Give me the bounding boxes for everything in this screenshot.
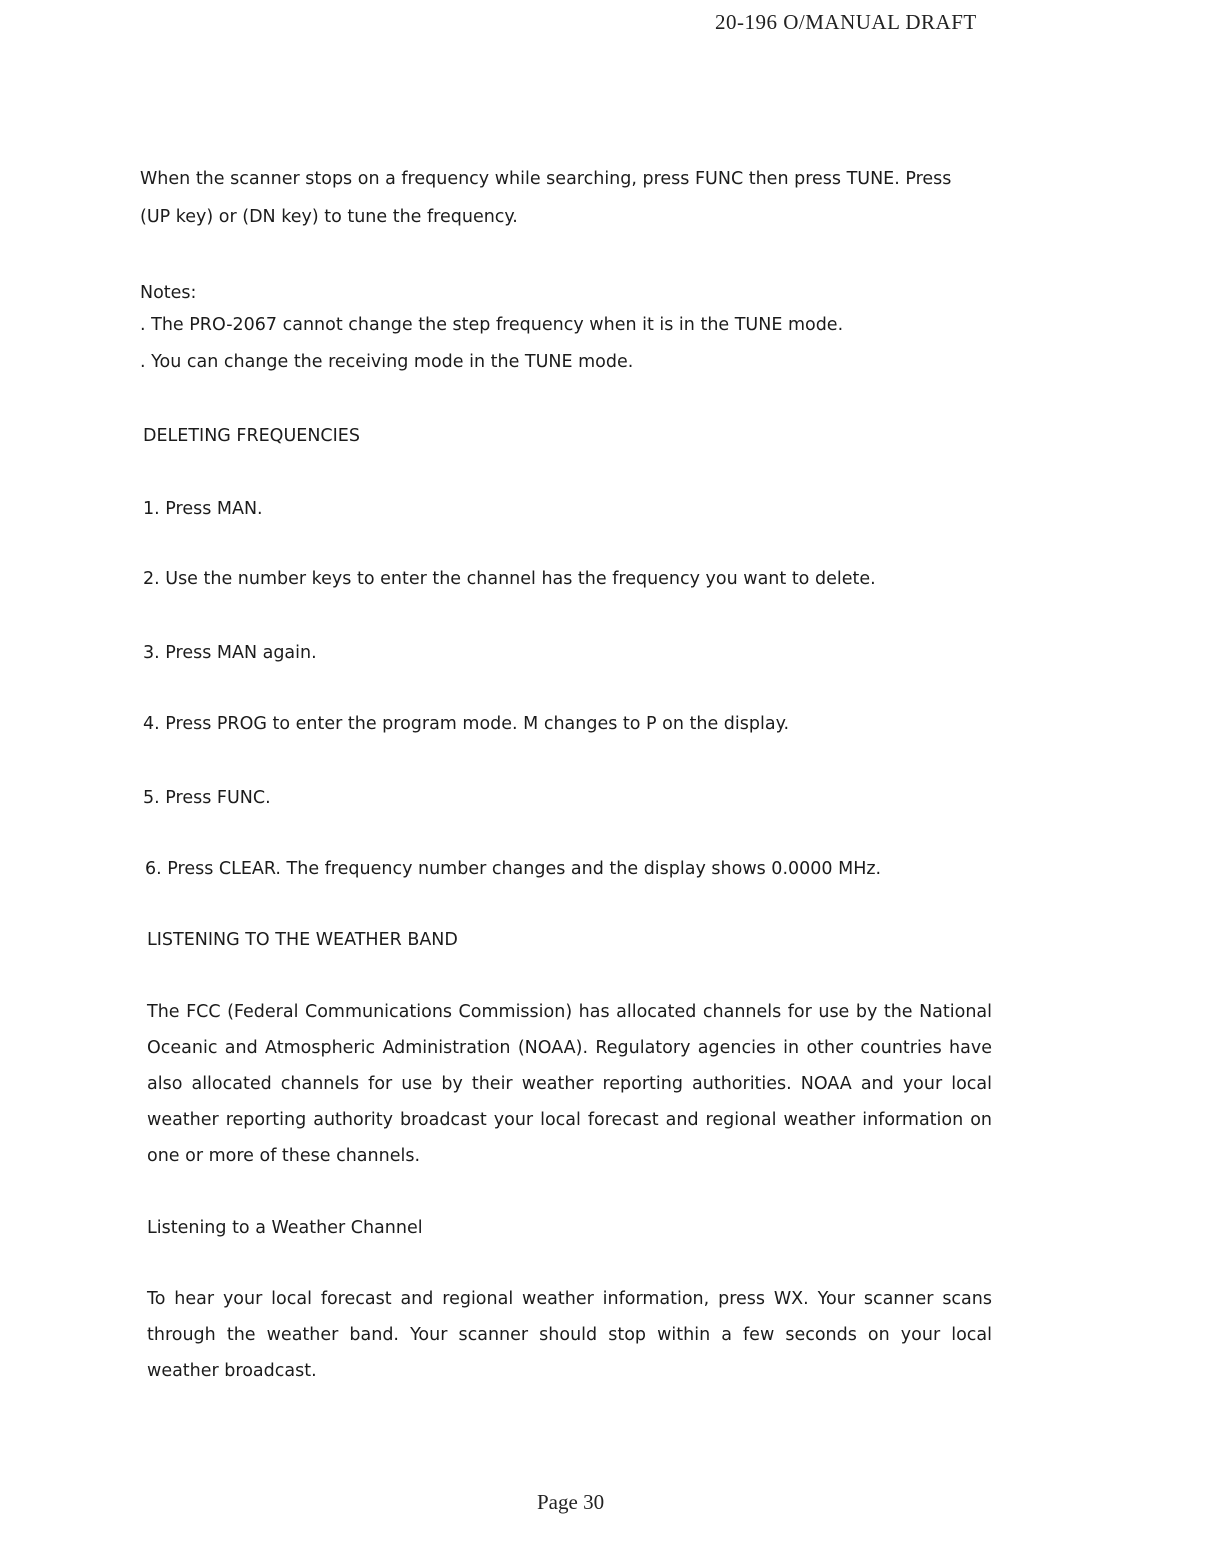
- note-item: . You can change the receiving mode in the TUNE mode.: [140, 352, 634, 372]
- notes-heading: Notes:: [140, 283, 197, 303]
- page-number: Page 30: [537, 1490, 605, 1514]
- section-heading-deleting: DELETING FREQUENCIES: [143, 426, 360, 446]
- intro-line-2: (UP key) or (DN key) to tune the frequency.: [140, 207, 518, 227]
- weather-channel-paragraph: To hear your local forecast and regional weather information, press WX. Your scanner scans through the weather band. Your scanner should stop within a few seconds on your local weather broadcast.: [147, 1289, 992, 1381]
- subsection-heading-weather-channel: Listening to a Weather Channel: [147, 1218, 423, 1238]
- step-item: 6. Press CLEAR. The frequency number changes and the display shows 0.0000 MHz.: [145, 859, 882, 879]
- intro-line-1: When the scanner stops on a frequency while searching, press FUNC then press TUNE. Press: [140, 169, 952, 189]
- step-item: 2. Use the number keys to enter the channel has the frequency you want to delete.: [143, 569, 876, 589]
- page-header: 20-196 O/MANUAL DRAFT: [715, 10, 977, 34]
- step-item: 4. Press PROG to enter the program mode. M changes to P on the display.: [143, 714, 790, 734]
- weather-paragraph: The FCC (Federal Communications Commission) has allocated channels for use by the National Oceanic and Atmospheric Administration (NOAA). Regulatory agencies in other countries have also allocated channels for use by their weather reporting authorities. NOAA and your local weather reporting authority broadcast your local forecast and regional weather information on one or more of these channels.: [147, 1002, 992, 1166]
- step-item: 1. Press MAN.: [143, 499, 263, 519]
- step-item: 5. Press FUNC.: [143, 788, 271, 808]
- section-heading-weather: LISTENING TO THE WEATHER BAND: [147, 930, 458, 950]
- note-item: . The PRO-2067 cannot change the step frequency when it is in the TUNE mode.: [140, 315, 844, 335]
- step-item: 3. Press MAN again.: [143, 643, 317, 663]
